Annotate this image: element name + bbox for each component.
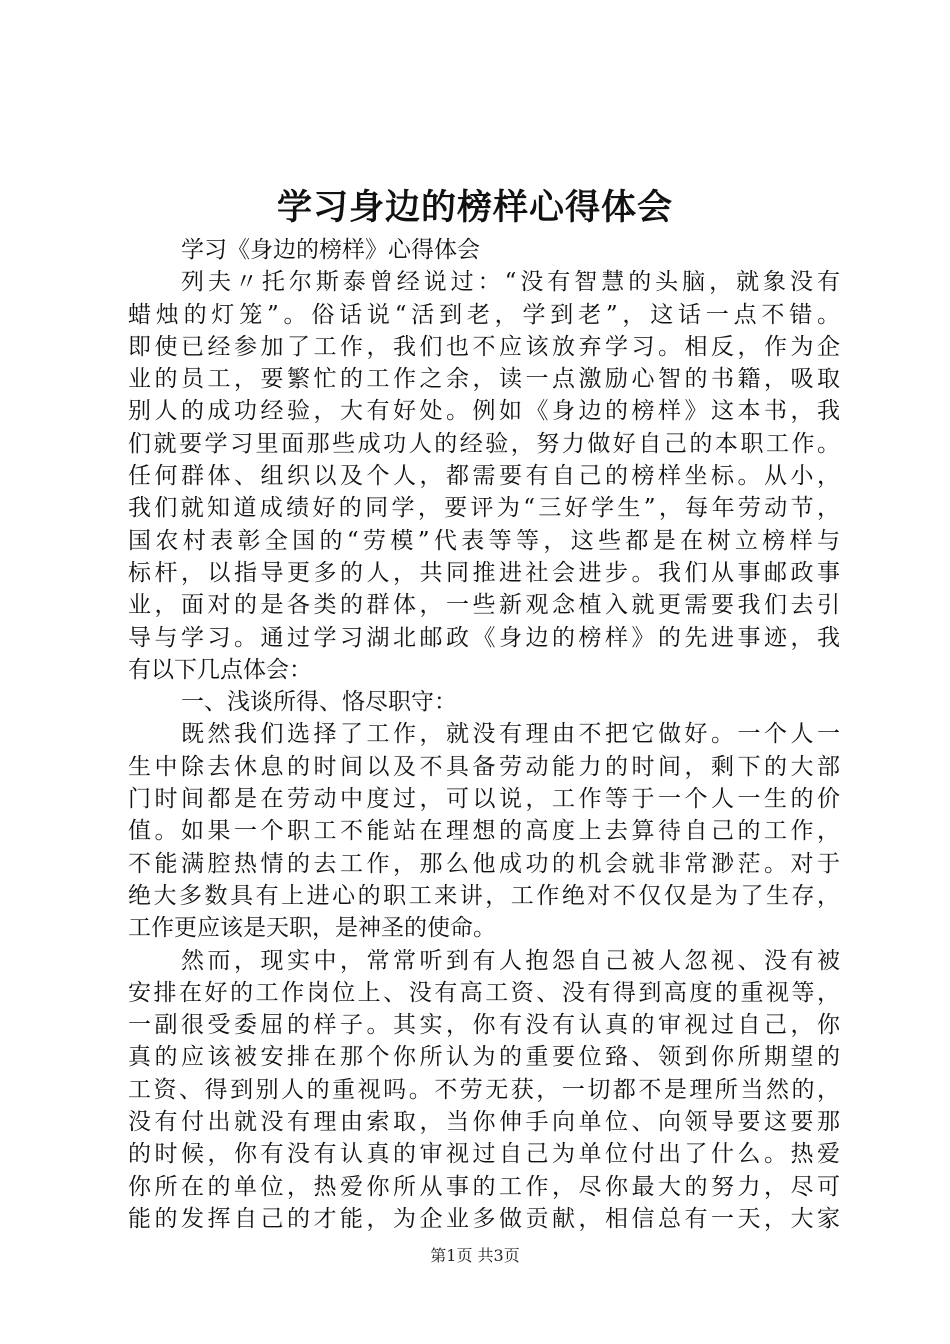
body-text-line: 绝大多数具有上进心的职工来讲，工作绝对不仅仅是为了生存， [128,882,840,909]
body-text-line: 我们就知道成绩好的同学，要评为“三好学生”，每年劳动节， [128,495,840,522]
page-number-footer: 第1页 共3页 [430,1246,520,1265]
body-text-line: 任何群体、组织以及个人，都需要有自己的榜样坐标。从小， [128,463,840,490]
body-text-line: 蜡烛的灯笼”。俗话说“活到老，学到老”，这话一点不错。 [128,301,840,328]
body-text-line: 值。如果一个职工不能站在理想的高度上去算待自己的工作， [128,818,840,845]
body-text-line: 安排在好的工作岗位上、没有高工资、没有得到高度的重视等， [128,979,840,1006]
document-body [128,234,840,1235]
body-text-line: 工资、得到别人的重视吗。不劳无获，一切都不是理所当然的， [128,1076,840,1103]
body-text-line: 业的员工，要繁忙的工作之余，读一点激励心智的书籍，吸取 [128,366,840,393]
body-text-line: 工作更应该是天职，是神圣的使命。 [128,915,496,942]
body-text-line: 一副很受委屈的样子。其实，你有没有认真的审视过自己，你 [128,1012,840,1039]
body-text-line: 真的应该被安排在那个你所认为的重要位臵、领到你所期望的 [128,1044,840,1071]
body-text-line: 一、浅谈所得、恪尽职守： [181,689,457,716]
body-text-line: 导与学习。通过学习湖北邮政《身边的榜样》的先进事迹，我 [128,624,840,651]
body-text-line: 门时间都是在劳动中度过，可以说，工作等于一个人一生的价 [128,786,840,813]
body-text-line: 业，面对的是各类的群体，一些新观念植入就更需要我们去引 [128,592,840,619]
body-text-line: 没有付出就没有理由索取，当你伸手向单位、向领导要这要那 [128,1109,840,1136]
body-text-line: 标杆，以指导更多的人，共同推进社会进步。我们从事邮政事 [128,559,840,586]
body-text-line: 生中除去休息的时间以及不具备劳动能力的时间，剩下的大部 [128,753,840,780]
body-text-line: 即使已经参加了工作，我们也不应该放弃学习。相反，作为企 [128,333,840,360]
body-text-line: 然而，现实中，常常听到有人抱怨自己被人忽视、没有被 [181,947,840,974]
body-text-line: 学习《身边的榜样》心得体会 [181,237,480,263]
body-text-line: 不能满腔热情的去工作，那么他成功的机会就非常渺茫。对于 [128,850,840,877]
body-text-line: 的时候，你有没有认真的审视过自己为单位付出了什么。热爱 [128,1141,840,1168]
body-text-line: 列夫〃托尔斯泰曾经说过：“没有智慧的头脑，就象没有 [181,269,840,296]
body-text-line: 既然我们选择了工作，就没有理由不把它做好。一个人一 [181,721,840,748]
body-text-line: 有以下几点体会： [128,656,312,683]
body-text-line: 们就要学习里面那些成功人的经验，努力做好自己的本职工作。 [128,430,840,457]
body-text-line: 能的发挥自己的才能，为企业多做贡献，相信总有一天，大家 [128,1205,840,1232]
body-text-line: 国农村表彰全国的“劳模”代表等等，这些都是在树立榜样与 [128,527,840,554]
body-text-line: 别人的成功经验，大有好处。例如《身边的榜样》这本书，我 [128,398,840,425]
body-text-line: 你所在的单位，热爱你所从事的工作，尽你最大的努力，尽可 [128,1173,840,1200]
document-title: 学习身边的榜样心得体会 [276,187,673,228]
